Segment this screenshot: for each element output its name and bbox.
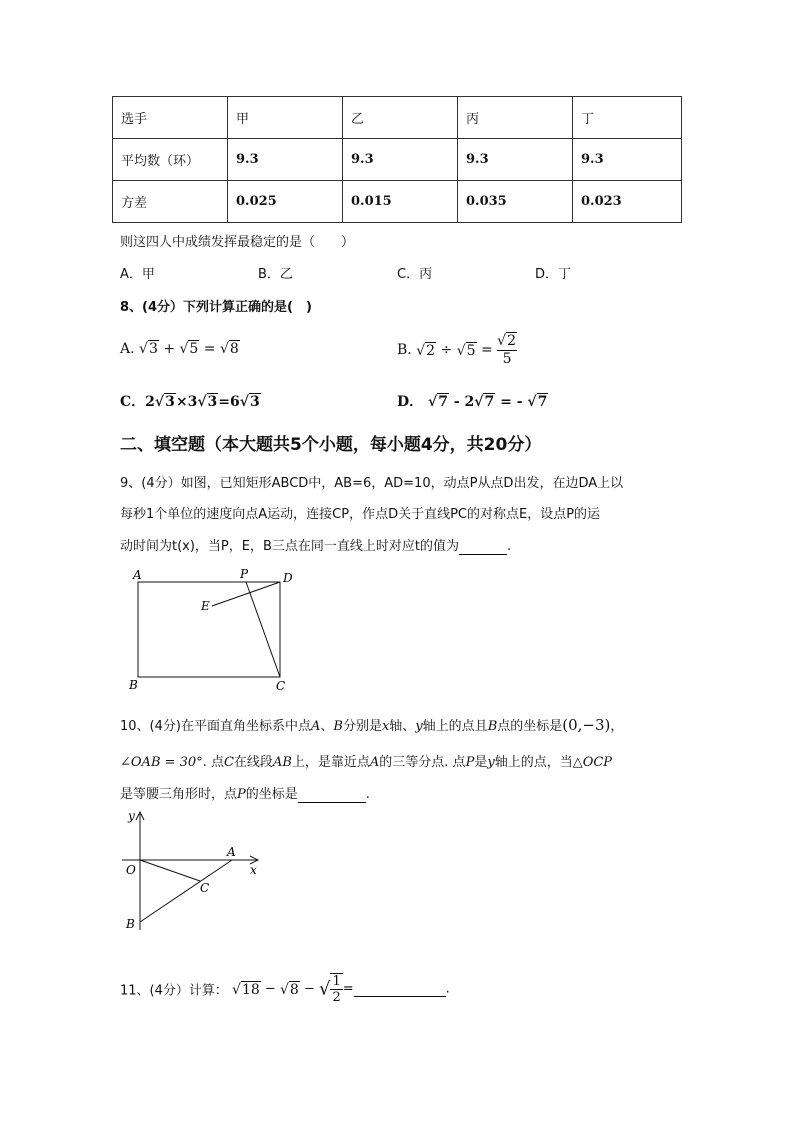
label-c: C bbox=[200, 881, 210, 895]
table-cell: 选手 bbox=[113, 97, 228, 139]
option-label: A. bbox=[120, 341, 135, 357]
var: B bbox=[333, 719, 343, 734]
operator: − bbox=[303, 981, 315, 997]
q8-option-d: D． √7 - 2√7 = - √7 bbox=[397, 394, 548, 410]
operator: ÷ bbox=[440, 342, 453, 358]
coefficient: 2 bbox=[145, 394, 155, 410]
period: . bbox=[365, 787, 370, 802]
radicand: 3 bbox=[148, 341, 158, 357]
segment-ed bbox=[212, 582, 280, 606]
operator: = - bbox=[500, 394, 523, 410]
q9-line-2: 每秒1个单位的速度向点A运动，连接CP，作点D关于直线PC的对称点E，设点P的运 bbox=[120, 507, 601, 522]
radicand: 2 bbox=[426, 342, 436, 359]
answer-blank bbox=[459, 539, 507, 555]
operator: − bbox=[264, 981, 276, 997]
table-cell: 9.3 bbox=[343, 139, 458, 181]
label-e: E bbox=[201, 599, 210, 613]
table-header-row bbox=[113, 97, 682, 139]
table-cell: 9.3 bbox=[458, 139, 573, 181]
text: 10、(4分)在平面直角坐标系中点 bbox=[120, 719, 311, 734]
option-label: C． bbox=[120, 394, 146, 410]
segment-pc bbox=[246, 582, 280, 677]
var: P bbox=[465, 755, 475, 770]
period: . bbox=[445, 981, 450, 997]
label-a: A bbox=[227, 845, 236, 859]
option-label: D． bbox=[397, 394, 424, 410]
q7-stem: 则这四人中成绩发挥最稳定的是（ ） bbox=[120, 235, 355, 250]
rectangle-abcd bbox=[138, 582, 280, 677]
q10-line-1 bbox=[120, 715, 623, 734]
table-cell: 9.3 bbox=[228, 139, 343, 181]
q7-option-a: A．甲 bbox=[120, 267, 155, 282]
text: 在线段 bbox=[233, 755, 273, 770]
table-cell: 0.015 bbox=[343, 181, 458, 223]
table-cell: 0.025 bbox=[228, 181, 343, 223]
var: P bbox=[237, 787, 246, 802]
table-cell: 丙 bbox=[458, 97, 573, 139]
text: 、 bbox=[320, 719, 334, 734]
table-cell: 平均数（环） bbox=[113, 139, 228, 181]
radicand: 7 bbox=[438, 394, 448, 410]
text: 轴上的点且 bbox=[422, 719, 488, 734]
var: y bbox=[415, 719, 423, 734]
text: ， bbox=[610, 719, 624, 734]
var: x bbox=[381, 719, 390, 734]
radicand: 8 bbox=[289, 981, 299, 998]
q7-option-b: B．乙 bbox=[258, 267, 293, 282]
q9-line-1: 9、(4分）如图，已知矩形ABCD中，AB=6，AD=10，动点P从点D出发，在边DA上以 bbox=[120, 476, 624, 491]
q10-line-2 bbox=[120, 751, 612, 770]
var: C bbox=[223, 755, 234, 770]
label-x: x bbox=[250, 863, 257, 877]
rectangle-figure bbox=[124, 566, 304, 694]
operator: = bbox=[480, 342, 493, 358]
table-cell: 甲 bbox=[228, 97, 343, 139]
text: 是等腰三角形时，点 bbox=[120, 787, 238, 802]
option-label: B. bbox=[397, 342, 412, 358]
operator: + bbox=[163, 341, 176, 357]
label-b: B bbox=[129, 678, 138, 692]
text: 的三等分点. 点 bbox=[379, 755, 466, 770]
table-cell: 0.023 bbox=[573, 181, 682, 223]
denominator: 2 bbox=[332, 990, 341, 1005]
q8-option-c: C．2√3×3√3=6√3 bbox=[120, 394, 260, 410]
variance-table bbox=[112, 96, 682, 223]
table-cell: 0.035 bbox=[458, 181, 573, 223]
label-c: C bbox=[276, 679, 286, 693]
q10-line-3 bbox=[120, 783, 370, 803]
radicand: 7 bbox=[484, 394, 495, 410]
label-d: D bbox=[283, 571, 293, 585]
radicand: 5 bbox=[466, 342, 476, 359]
radicand: 8 bbox=[229, 341, 239, 357]
operator: = bbox=[203, 341, 216, 357]
text: 的坐标是 bbox=[245, 787, 298, 802]
angle: ∠OAB = 30° bbox=[120, 755, 203, 770]
var: A bbox=[310, 719, 321, 734]
table-row bbox=[113, 181, 682, 223]
numerator: 1 bbox=[332, 974, 341, 989]
text: . 点 bbox=[202, 755, 224, 770]
period: . bbox=[507, 539, 512, 554]
q8-stem: 8、(4分）下列计算正确的是( ) bbox=[120, 300, 312, 315]
label-y: y bbox=[128, 809, 135, 823]
var: B bbox=[487, 719, 498, 734]
answer-blank bbox=[298, 787, 366, 803]
radicand: 5 bbox=[189, 341, 199, 357]
radicand: 3 bbox=[207, 394, 218, 410]
q7-option-c: C．丙 bbox=[397, 267, 433, 282]
text: 轴上的点，当 bbox=[494, 755, 573, 770]
text: 是 bbox=[474, 755, 488, 770]
radicand: 3 bbox=[249, 394, 260, 410]
operator: =6 bbox=[218, 394, 240, 410]
q11-prefix: 11、(4分）计算： bbox=[120, 983, 228, 999]
radicand: 3 bbox=[165, 394, 175, 410]
table-cell: 乙 bbox=[343, 97, 458, 139]
fraction: $\frac{√2}{5}$ bbox=[497, 333, 517, 367]
var: A bbox=[369, 755, 380, 770]
triangle: △OCP bbox=[572, 755, 613, 770]
operator: - 2 bbox=[453, 394, 475, 410]
label-b: B bbox=[126, 917, 135, 931]
fraction bbox=[330, 973, 342, 1005]
text: 点的坐标是 bbox=[497, 719, 563, 734]
radicand: 7 bbox=[537, 394, 548, 410]
equals: = bbox=[342, 981, 354, 997]
table-cell: 丁 bbox=[573, 97, 682, 139]
text: 上，是靠近点 bbox=[291, 755, 370, 770]
denominator: 5 bbox=[502, 351, 512, 367]
segment-ab bbox=[140, 860, 232, 922]
var: y bbox=[487, 755, 495, 770]
q8-option-a: A. √3 + √5 = √8 bbox=[120, 341, 239, 357]
q7-option-d: D．丁 bbox=[535, 267, 572, 282]
operator: ×3 bbox=[175, 394, 198, 410]
table-cell: 方差 bbox=[113, 181, 228, 223]
q9-line-3 bbox=[120, 535, 511, 555]
q11-line: 11、(4分）计算： √18 − √8 − √ $\frac{1}{2}$ = . bbox=[120, 974, 450, 1005]
numerator: 2 bbox=[507, 333, 517, 349]
table-cell: 9.3 bbox=[573, 139, 682, 181]
radicand: 18 bbox=[241, 981, 260, 998]
var: AB bbox=[272, 755, 292, 770]
text: 分别是 bbox=[342, 719, 382, 734]
table-row bbox=[113, 139, 682, 181]
segment-oc bbox=[140, 860, 200, 881]
label-o: O bbox=[126, 863, 136, 877]
q9-line-3-text: 动时间为t(x)，当P，E，B三点在同一直线上时对应t的值为 bbox=[120, 539, 460, 554]
label-a: A bbox=[133, 568, 142, 582]
text: 轴、 bbox=[389, 719, 416, 734]
answer-blank bbox=[354, 981, 446, 997]
label-p: P bbox=[240, 567, 249, 581]
coordinate-figure bbox=[120, 806, 270, 946]
q8-option-b: B. √2 ÷ √5 = $\frac{√2}{5}$ bbox=[397, 333, 517, 367]
coordinate: (0,−3) bbox=[562, 716, 611, 734]
section-title: 二、填空题（本大题共5个小题，每小题4分，共20分） bbox=[120, 435, 542, 455]
